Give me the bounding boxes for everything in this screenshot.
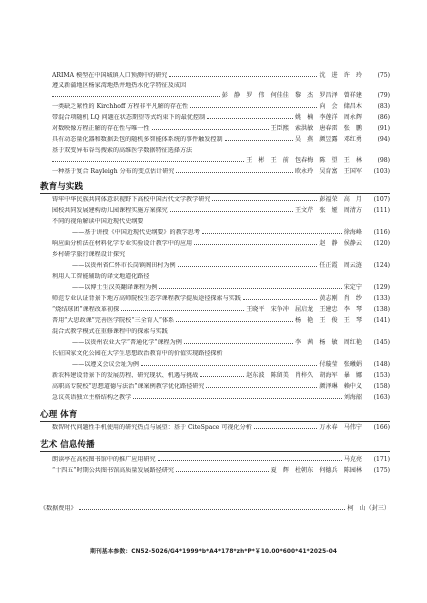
dot-leader [207,117,293,119]
toc-entry[interactable] [52,240,390,247]
entry-authors: 柯 山（封三） [347,505,390,512]
dot-leader [254,427,318,429]
dot-leader [178,265,318,267]
section-heading-education: 教育与实践 [40,182,83,192]
entry-title: ——以贵州省仁怀市长岗镇阁田村为例 [72,262,176,269]
toc-entry[interactable] [52,251,390,258]
toc-entry-subtitle[interactable] [72,229,390,236]
entry-authors: 李 茜 杨 敏 周红艳 [294,339,362,346]
entry-page: (94) [377,136,390,143]
entry-title: 带混合项随机 LQ 问题在状态期望等式约束下的最优控制 [52,114,206,121]
entry-authors: 向 会 储昌木 [319,103,362,110]
entry-page: (116) [373,229,390,236]
entry-page: (91) [377,125,390,132]
entry-page: (124) [373,262,390,269]
entry-authors: 吴 燕 颜昱露 邓红勇 [294,136,362,143]
entry-page: (79) [377,92,390,99]
entry-title: 数智时代问题性手机使用的研究热点与展望：基于 CiteSpace 可视化分析 [52,424,252,431]
entry-authors: 彭福荣 高 月 [319,196,362,203]
toc-entry[interactable] [52,467,390,474]
toc-entry[interactable] [52,196,390,203]
entry-authors: 沈 进 许 玲 [319,72,362,79]
toc-entry[interactable] [52,424,390,431]
toc-entry-subtitle[interactable] [72,361,390,368]
toc-entry[interactable] [52,168,390,175]
entry-page: (171) [373,456,390,463]
toc-entry-continuation[interactable] [52,157,390,164]
entry-page: (163) [373,394,390,401]
toc-entry-subtitle[interactable] [72,339,390,346]
entry-title: 利用人工智能辅助的译文地道化路径 [52,273,150,280]
entry-authors: 宋定宁 [343,284,362,291]
toc-entry[interactable] [52,317,390,324]
toc-entry-subtitle[interactable] [72,262,390,269]
entry-page: (120) [373,240,390,247]
entry-authors: 王臣熙 索洪敏 唐春雷 张 鹏 [270,125,362,132]
entry-title: 混合式教学模式在重修课程中的探索与实践 [52,328,168,335]
toc-entry[interactable] [52,147,390,154]
entry-authors: 王 彬 王 前 包春梅 陈 望 王 林 [246,157,362,164]
dot-leader [212,199,317,201]
entry-page: (153) [373,372,390,379]
entry-title: 急议英语独立主格结构之教学 [52,394,132,401]
section-heading-art-communication: 艺术 信息传播 [40,440,95,450]
dot-leader [184,342,293,344]
entry-title: ——以遵义会议会址为例 [72,361,140,368]
toc-entry[interactable] [52,394,390,401]
toc-entry[interactable] [52,82,390,89]
section-rule [40,451,390,452]
entry-title: 朗读亭在高校图书馆中的推广应用研究 [52,456,156,463]
entry-title: 铸牢中华民族共同体意识视野下高校中国古代文学教学研究 [52,196,211,203]
toc-entry[interactable] [52,306,390,313]
dot-leader [52,95,220,97]
entry-title: 一类缺乏紧性的 Kirchhoff 方程非平凡解的存在性 [52,103,189,110]
dot-leader [176,470,269,472]
entry-title: 高职高专院校“思想道德与法治”课案例教学优化路径研究 [52,383,205,390]
entry-page: (158) [373,383,390,390]
entry-title: “十四五”时期公共图书馆高质量发展路径研究 [52,467,175,474]
entry-authors: 徐海峰 [343,229,362,236]
toc-entry[interactable] [40,505,390,512]
entry-page: (133) [373,295,390,302]
entry-page: (75) [377,72,390,79]
toc-entry[interactable] [52,136,390,143]
entry-title: ARIMA 模型在中国城镇人口预测中的研究 [52,72,168,79]
entry-page: (111) [373,207,390,214]
entry-authors: 姚 楠 李莲洋 周永辉 [294,114,362,121]
entry-title: 响应面分析法在材料化学专业实验设计教学中的应用 [52,240,193,247]
toc-entry[interactable] [52,350,390,357]
dot-leader [152,128,269,130]
dot-leader [169,75,317,77]
entry-title: 不同的视角解读中国近现代史纲要 [52,218,144,225]
entry-title: 对数映像方程正解的存在性与唯一性 [52,125,150,132]
toc-entry[interactable] [52,103,390,110]
toc-entry[interactable] [52,72,390,79]
entry-title: 基于双变异布谷鸟搜索的高维医学数据特征选择方法 [52,147,193,154]
dot-leader [202,232,342,234]
toc-entry[interactable] [52,218,390,225]
entry-authors: 杨 艳 王 俊 王 琴 [294,317,362,324]
entry-page: (107) [373,196,390,203]
entry-authors: 颜泽琳 赖中义 [319,383,362,390]
entry-page: (129) [373,284,390,291]
toc-entry[interactable] [52,273,390,280]
dot-leader [243,298,317,300]
entry-title: ——基于讲授《中国近现代史纲要》的教学思考 [72,229,200,236]
entry-authors: 欧永玲 吴育富 王国军 [294,168,362,175]
dot-leader [52,160,244,162]
entry-page: (86) [377,114,390,121]
entry-title: 《数据费用》 [40,505,77,512]
entry-title: “烧结球团”课程改革初探 [52,306,120,313]
dot-leader [225,139,293,141]
entry-page: (83) [377,103,390,110]
entry-title: 一种基于复合 Rayleigh 分布的变点估计研究 [52,168,175,175]
entry-page: (145) [373,339,390,346]
section-heading-psychology-sports: 心理 体育 [40,410,78,420]
dot-leader [141,364,317,366]
entry-authors: 马克亮 [343,456,362,463]
entry-authors: 任正霞 周云涟 [319,262,362,269]
dot-leader [159,287,341,289]
entry-title: 长征国家文化公园在大学生思想政治教育中的价值实现路径探析 [52,350,223,357]
entry-authors: 赵东波 陈留美 肖梓久 胡海军 暴 娜 [246,372,362,379]
dot-leader [190,106,317,108]
toc-entry-continuation[interactable] [52,92,390,99]
journal-parameters-footer: 期刊基本参数：CN52-5026/G4*1999*b*A4*178*zh*P*￥10.00*600*41*2025-04 [89,549,338,555]
entry-title: 园校共同发展建构幼儿园课程实施方案探究 [52,207,168,214]
entry-page: (103) [373,168,390,175]
entry-authors: 夏 辉 杜朝东 何德兵 陈园林 [270,467,362,474]
entry-title: 师范专业认证背景下地方高师院校生态学课程教学提质途径探索与实践 [52,295,241,302]
dot-leader [176,320,293,322]
entry-title: 具有动态量化器和数据丢包的随机多智能体系统的事件触发控制 [52,136,223,143]
entry-authors: 黄志刚 肖 纱 [319,295,362,302]
toc-entry[interactable] [52,383,390,390]
entry-title: 遵义新蒲地区杨家湾地热井地热水化学特征及成因 [52,82,187,89]
dot-leader [176,171,293,173]
entry-title: 新农科建设背景下的发展历程、研究现状、机遇与挑战 [52,372,199,379]
dot-leader [121,309,244,311]
entry-page: (175) [373,467,390,474]
dot-leader [200,375,244,377]
entry-authors: 付璇莹 张曦娟 [319,361,362,368]
entry-page: (98) [377,157,390,164]
entry-title: ——以贵州农业大学“普通化学”课程为例 [72,339,182,346]
entry-page: (141) [373,317,390,324]
toc-entry[interactable] [52,114,390,121]
dot-leader [133,397,342,399]
section-rule [40,193,390,194]
entry-title: 普用“大思政课”完善医学院校“三全育人”体系 [52,317,175,324]
section-rule [40,421,390,422]
dot-leader [79,508,346,510]
toc-entry[interactable] [52,328,390,335]
dot-leader [194,243,317,245]
entry-page: (148) [373,361,390,368]
toc-entry[interactable] [52,295,390,302]
toc-entry[interactable] [52,207,390,214]
entry-title: 乡村研学旅行课程设计探究 [52,251,126,258]
toc-entry[interactable] [52,125,390,132]
entry-authors: 万永春 马伟宁 [319,424,362,431]
toc-entry[interactable] [52,456,390,463]
entry-page: (138) [373,306,390,313]
entry-page: (166) [373,424,390,431]
dot-leader [170,210,293,212]
entry-authors: 刘海韶 [343,394,362,401]
dot-leader [206,386,317,388]
entry-authors: 王晓平 宋争冲 屈启龙 王建忠 李 琴 [246,306,362,313]
dot-leader [158,459,342,461]
toc-entry[interactable] [52,372,390,379]
entry-authors: 王文芹 张 娅 周清方 [294,207,362,214]
entry-authors: 赵 静 侯静云 [319,240,362,247]
entry-authors: 彭 静 罗 伟 何佳佳 黎 杰 罗昌泽 曾祥建 [221,92,362,99]
entry-title: ——以博士生汉英翻译课程为例 [72,284,158,291]
toc-entry-subtitle[interactable] [72,284,390,291]
